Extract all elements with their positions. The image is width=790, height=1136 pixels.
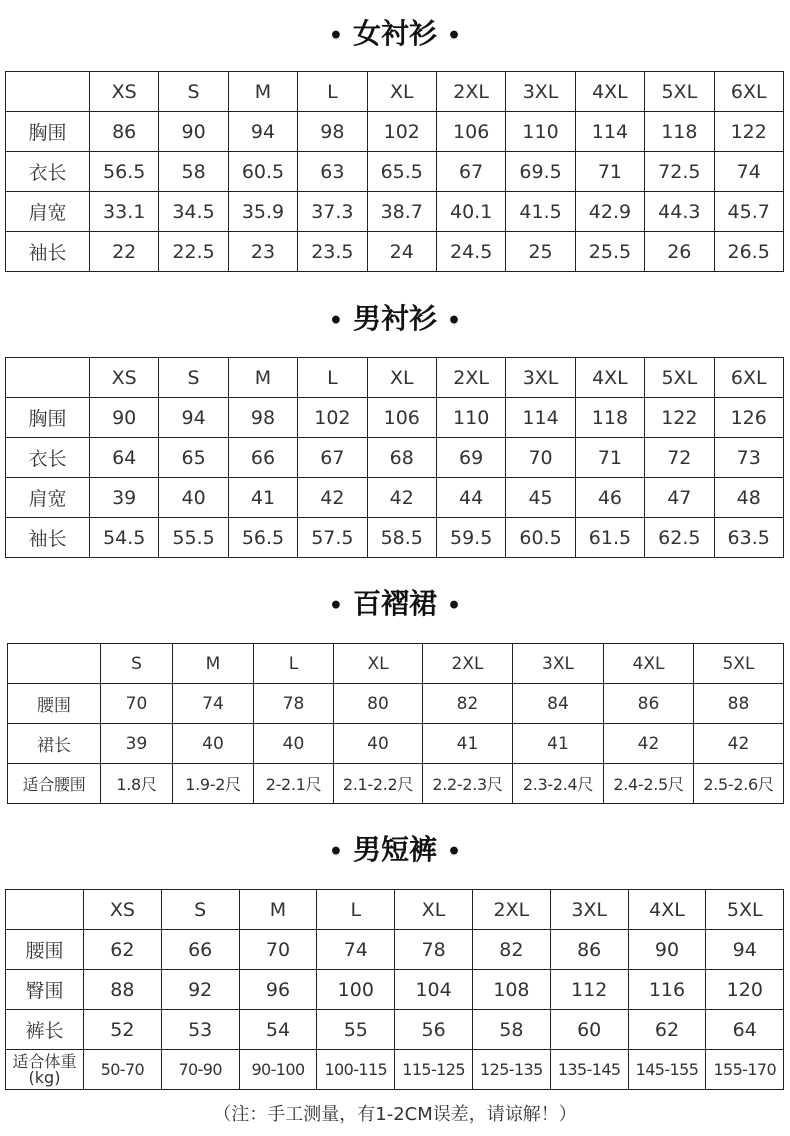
table-cell: 33.1 — [90, 192, 159, 232]
header-cell: 3XL — [513, 644, 604, 684]
table-cell: 71 — [575, 438, 644, 478]
table-cell: 63 — [298, 152, 367, 192]
header-cell: 3XL — [550, 890, 628, 930]
table-cell: 104 — [395, 970, 473, 1010]
table-cell: 94 — [159, 398, 228, 438]
table-cell: 88 — [84, 970, 162, 1010]
header-cell: S — [159, 72, 228, 112]
table-row — [6, 478, 784, 518]
table-cell: 23 — [228, 232, 297, 272]
section-title-text: 男短裤 — [352, 833, 437, 866]
row-label: 腰围 — [8, 684, 101, 724]
table-cell: 60.5 — [228, 152, 297, 192]
header-cell: 2XL — [472, 890, 550, 930]
table-cell: 84 — [513, 684, 604, 724]
table-cell: 80 — [334, 684, 423, 724]
size-table-mens-shorts — [5, 889, 784, 1090]
table-cell: 34.5 — [159, 192, 228, 232]
table-cell: 2.2-2.3尺 — [423, 764, 513, 804]
section-title-mens-shorts: • 男短裤 • — [328, 833, 462, 866]
table-cell: 39 — [101, 724, 173, 764]
table-row — [6, 1010, 784, 1050]
table-cell: 23.5 — [298, 232, 367, 272]
header-cell: S — [159, 358, 228, 398]
header-cell: M — [228, 358, 297, 398]
table-cell: 1.9-2尺 — [173, 764, 254, 804]
table-cell: 118 — [575, 398, 644, 438]
table-cell: 40 — [173, 724, 254, 764]
table-cell: 42 — [694, 724, 784, 764]
table-row — [6, 152, 784, 192]
table-header-row — [6, 72, 784, 112]
table-row — [6, 112, 784, 152]
table-cell: 56.5 — [228, 518, 297, 558]
header-cell: XS — [90, 358, 159, 398]
table-cell: 26 — [645, 232, 714, 272]
table-cell: 122 — [645, 398, 714, 438]
table-cell: 50-70 — [84, 1050, 162, 1090]
table-cell: 58 — [159, 152, 228, 192]
table-cell: 90 — [90, 398, 159, 438]
table-cell: 115-125 — [395, 1050, 473, 1090]
header-cell: L — [298, 358, 367, 398]
table-cell: 45.7 — [714, 192, 783, 232]
header-cell: XL — [334, 644, 423, 684]
row-label: 裙长 — [8, 724, 101, 764]
table-cell: 62 — [628, 1010, 706, 1050]
table-cell: 62 — [84, 930, 162, 970]
table-cell: 1.8尺 — [101, 764, 173, 804]
table-cell: 54 — [239, 1010, 317, 1050]
row-label: 袖长 — [6, 232, 90, 272]
table-cell: 70 — [239, 930, 317, 970]
table-cell: 114 — [575, 112, 644, 152]
table-cell: 58 — [472, 1010, 550, 1050]
table-cell: 90 — [159, 112, 228, 152]
header-cell: 5XL — [645, 72, 714, 112]
section-title-text: 百褶裙 — [352, 587, 437, 620]
table-row — [6, 518, 784, 558]
table-cell: 122 — [714, 112, 783, 152]
row-label: 胸围 — [6, 398, 90, 438]
table-cell: 56.5 — [90, 152, 159, 192]
table-cell: 94 — [228, 112, 297, 152]
table-row — [6, 398, 784, 438]
table-cell: 35.9 — [228, 192, 297, 232]
row-label: 肩宽 — [6, 192, 90, 232]
table-cell: 78 — [395, 930, 473, 970]
size-table-womens-shirt — [5, 71, 784, 272]
table-cell: 72 — [645, 438, 714, 478]
table-row — [6, 232, 784, 272]
table-row — [8, 684, 784, 724]
row-label: 腰围 — [6, 930, 84, 970]
row-label: 裤长 — [6, 1010, 84, 1050]
header-cell: L — [317, 890, 395, 930]
table-header-row — [8, 644, 784, 684]
table-cell: 90-100 — [239, 1050, 317, 1090]
row-label: 适合腰围 — [8, 764, 101, 804]
header-cell — [6, 358, 90, 398]
row-label: 衣长 — [6, 438, 90, 478]
table-cell: 86 — [604, 684, 694, 724]
header-cell: 5XL — [645, 358, 714, 398]
table-header-row — [6, 890, 784, 930]
table-cell: 106 — [436, 112, 505, 152]
header-cell — [8, 644, 101, 684]
table-row — [8, 724, 784, 764]
header-cell: S — [161, 890, 239, 930]
table-cell: 39 — [90, 478, 159, 518]
table-cell: 42 — [367, 478, 436, 518]
header-cell: 2XL — [423, 644, 513, 684]
table-cell: 40 — [159, 478, 228, 518]
table-cell: 64 — [706, 1010, 784, 1050]
table-cell: 42 — [604, 724, 694, 764]
header-cell: XS — [84, 890, 162, 930]
table-cell: 96 — [239, 970, 317, 1010]
header-cell: 5XL — [706, 890, 784, 930]
table-cell: 125-135 — [472, 1050, 550, 1090]
table-cell: 59.5 — [436, 518, 505, 558]
header-cell: M — [239, 890, 317, 930]
table-cell: 65 — [159, 438, 228, 478]
table-cell: 82 — [423, 684, 513, 724]
table-cell: 155-170 — [706, 1050, 784, 1090]
table-cell: 67 — [436, 152, 505, 192]
table-cell: 86 — [550, 930, 628, 970]
table-cell: 26.5 — [714, 232, 783, 272]
table-cell: 106 — [367, 398, 436, 438]
table-cell: 65.5 — [367, 152, 436, 192]
table-cell: 2.4-2.5尺 — [604, 764, 694, 804]
table-cell: 70 — [506, 438, 575, 478]
table-cell: 90 — [628, 930, 706, 970]
table-cell: 25 — [506, 232, 575, 272]
table-cell: 118 — [645, 112, 714, 152]
header-cell: 3XL — [506, 358, 575, 398]
table-row — [6, 970, 784, 1010]
header-cell: 4XL — [575, 358, 644, 398]
row-label: 肩宽 — [6, 478, 90, 518]
table-cell: 72.5 — [645, 152, 714, 192]
table-cell: 73 — [714, 438, 783, 478]
table-cell: 69.5 — [506, 152, 575, 192]
table-cell: 57.5 — [298, 518, 367, 558]
row-label: 臀围 — [6, 970, 84, 1010]
header-cell: 2XL — [436, 358, 505, 398]
table-row — [6, 192, 784, 232]
table-cell: 41.5 — [506, 192, 575, 232]
section-title-mens-shirt: • 男衬衫 • — [328, 302, 462, 335]
table-cell: 66 — [228, 438, 297, 478]
table-cell: 98 — [298, 112, 367, 152]
table-cell: 71 — [575, 152, 644, 192]
table-cell: 61.5 — [575, 518, 644, 558]
header-cell: 6XL — [714, 358, 783, 398]
table-cell: 2.5-2.6尺 — [694, 764, 784, 804]
table-cell: 86 — [90, 112, 159, 152]
table-header-row — [6, 358, 784, 398]
section-title-pleated-skirt: • 百褶裙 • — [328, 587, 462, 620]
table-cell: 46 — [575, 478, 644, 518]
header-cell: 3XL — [506, 72, 575, 112]
table-cell: 40 — [334, 724, 423, 764]
table-cell: 37.3 — [298, 192, 367, 232]
table-cell: 63.5 — [714, 518, 783, 558]
section-title-text: 女衬衫 — [352, 17, 437, 50]
row-label: 袖长 — [6, 518, 90, 558]
table-cell: 22 — [90, 232, 159, 272]
header-cell: 5XL — [694, 644, 784, 684]
table-cell: 94 — [706, 930, 784, 970]
table-row — [6, 930, 784, 970]
table-cell: 70 — [101, 684, 173, 724]
measurement-note: （注：手工测量，有1-2CM误差，请谅解！） — [213, 1104, 577, 1125]
table-cell: 108 — [472, 970, 550, 1010]
table-row — [6, 1050, 784, 1090]
table-cell: 58.5 — [367, 518, 436, 558]
table-cell: 78 — [254, 684, 334, 724]
table-cell: 38.7 — [367, 192, 436, 232]
table-cell: 100 — [317, 970, 395, 1010]
table-cell: 40.1 — [436, 192, 505, 232]
table-cell: 62.5 — [645, 518, 714, 558]
table-cell: 74 — [317, 930, 395, 970]
size-table-mens-shirt — [5, 357, 784, 558]
table-cell: 102 — [367, 112, 436, 152]
table-cell: 41 — [423, 724, 513, 764]
table-cell: 64 — [90, 438, 159, 478]
row-label: 衣长 — [6, 152, 90, 192]
table-cell: 41 — [228, 478, 297, 518]
table-cell: 56 — [395, 1010, 473, 1050]
table-row — [8, 764, 784, 804]
table-cell: 110 — [436, 398, 505, 438]
table-cell: 116 — [628, 970, 706, 1010]
row-label: 胸围 — [6, 112, 90, 152]
header-cell: 4XL — [575, 72, 644, 112]
table-cell: 68 — [367, 438, 436, 478]
header-cell: 4XL — [604, 644, 694, 684]
table-cell: 120 — [706, 970, 784, 1010]
table-cell: 24.5 — [436, 232, 505, 272]
table-cell: 88 — [694, 684, 784, 724]
header-cell: L — [298, 72, 367, 112]
table-cell: 74 — [173, 684, 254, 724]
table-cell: 74 — [714, 152, 783, 192]
section-title-womens-shirt: • 女衬衫 • — [328, 17, 462, 50]
table-cell: 114 — [506, 398, 575, 438]
table-cell: 100-115 — [317, 1050, 395, 1090]
table-cell: 67 — [298, 438, 367, 478]
header-cell: M — [173, 644, 254, 684]
table-cell: 25.5 — [575, 232, 644, 272]
header-cell: 6XL — [714, 72, 783, 112]
table-cell: 66 — [161, 930, 239, 970]
table-cell: 69 — [436, 438, 505, 478]
table-cell: 24 — [367, 232, 436, 272]
table-cell: 44 — [436, 478, 505, 518]
table-cell: 40 — [254, 724, 334, 764]
table-cell: 92 — [161, 970, 239, 1010]
table-cell: 2.3-2.4尺 — [513, 764, 604, 804]
header-cell: S — [101, 644, 173, 684]
table-cell: 126 — [714, 398, 783, 438]
table-cell: 42 — [298, 478, 367, 518]
section-title-text: 男衬衫 — [352, 302, 437, 335]
header-cell: L — [254, 644, 334, 684]
table-cell: 98 — [228, 398, 297, 438]
header-cell: XL — [395, 890, 473, 930]
table-cell: 135-145 — [550, 1050, 628, 1090]
header-cell: XL — [367, 72, 436, 112]
table-cell: 2.1-2.2尺 — [334, 764, 423, 804]
header-cell: XS — [90, 72, 159, 112]
table-cell: 48 — [714, 478, 783, 518]
header-cell — [6, 890, 84, 930]
table-cell: 55.5 — [159, 518, 228, 558]
header-cell: 2XL — [436, 72, 505, 112]
table-cell: 42.9 — [575, 192, 644, 232]
table-cell: 82 — [472, 930, 550, 970]
header-cell: XL — [367, 358, 436, 398]
table-cell: 47 — [645, 478, 714, 518]
row-label: 适合体重(kg) — [6, 1050, 84, 1090]
table-cell: 54.5 — [90, 518, 159, 558]
table-cell: 45 — [506, 478, 575, 518]
table-cell: 145-155 — [628, 1050, 706, 1090]
table-cell: 112 — [550, 970, 628, 1010]
table-cell: 44.3 — [645, 192, 714, 232]
table-cell: 22.5 — [159, 232, 228, 272]
table-cell: 52 — [84, 1010, 162, 1050]
size-table-pleated-skirt — [7, 643, 784, 804]
table-cell: 70-90 — [161, 1050, 239, 1090]
table-cell: 2-2.1尺 — [254, 764, 334, 804]
table-cell: 60 — [550, 1010, 628, 1050]
header-cell: 4XL — [628, 890, 706, 930]
table-row — [6, 438, 784, 478]
header-cell — [6, 72, 90, 112]
table-cell: 53 — [161, 1010, 239, 1050]
table-cell: 60.5 — [506, 518, 575, 558]
table-cell: 110 — [506, 112, 575, 152]
table-cell: 55 — [317, 1010, 395, 1050]
table-cell: 102 — [298, 398, 367, 438]
header-cell: M — [228, 72, 297, 112]
table-cell: 41 — [513, 724, 604, 764]
